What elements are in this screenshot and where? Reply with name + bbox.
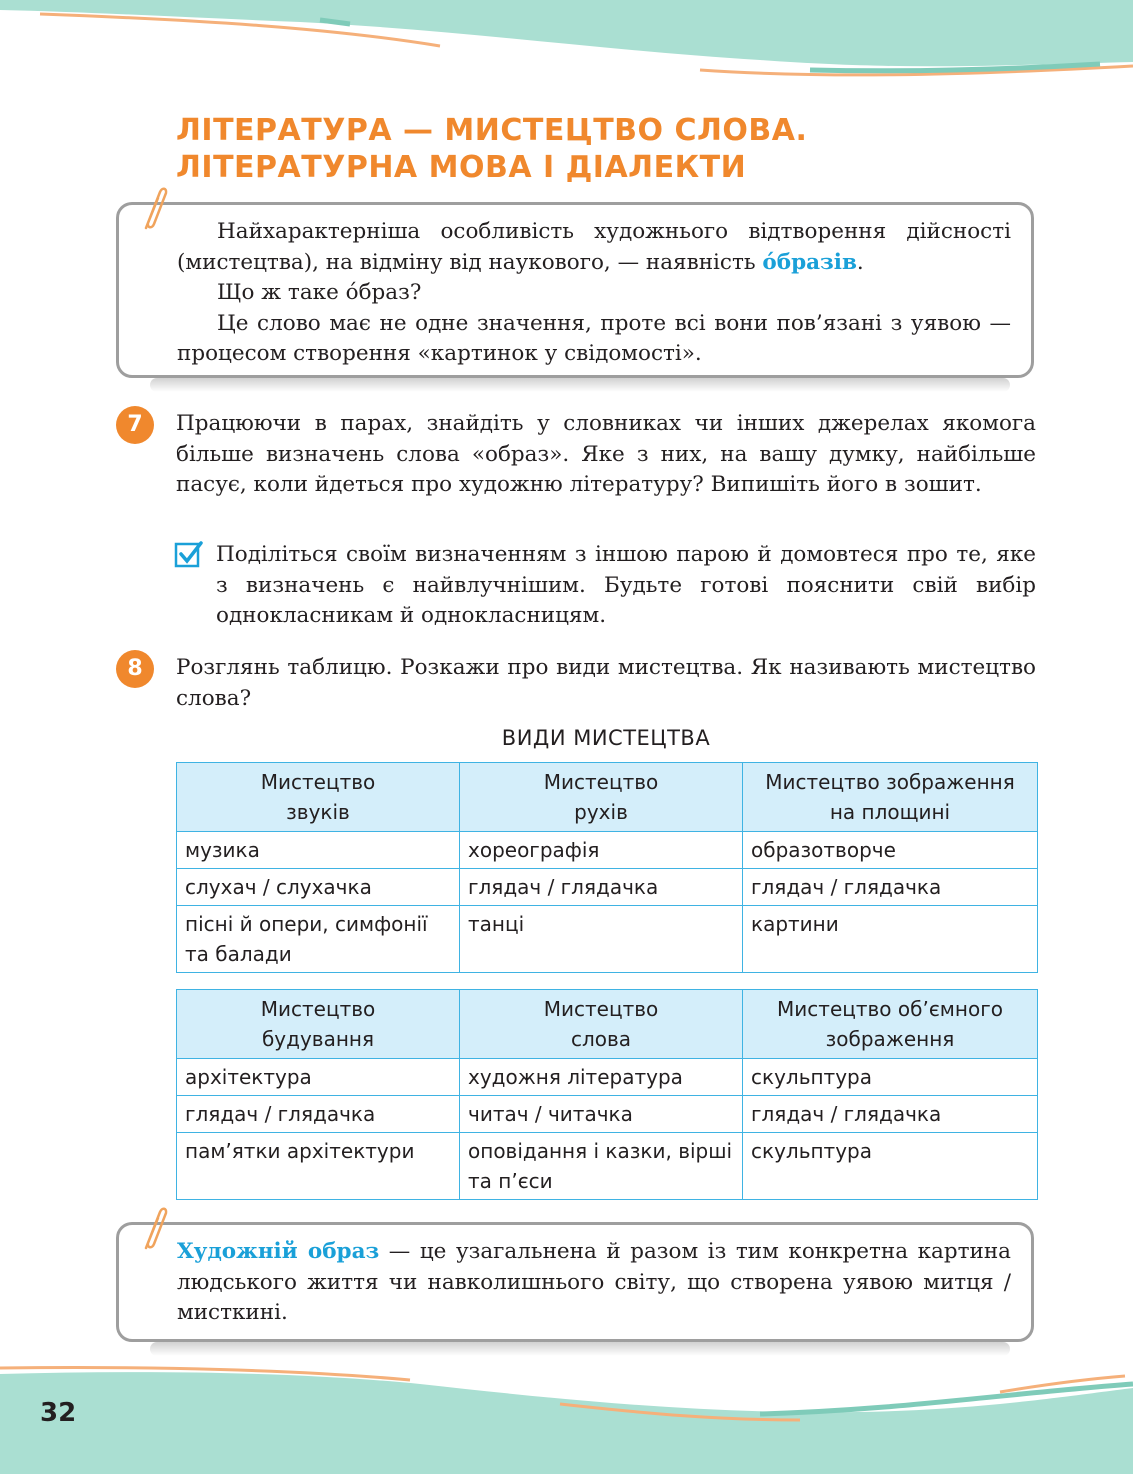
table-row [177,1059,1038,1096]
arts-table-2 [176,989,1038,1200]
definition-text: Художній образ — це узагальнена й разом із тим конкретна картина людського життя чи навколишнього світу, що створена уявою митця / мисткині. [177,1239,1011,1325]
task-number-badge: 7 [116,406,154,444]
table-row [177,869,1038,906]
task-7-text: Працюючи в парах, знайдіть у словниках чи інших джерелах якомога більше визначень слова «образ». Яке з них, на вашу думку, найбільше пасує, коли йдеться про художню літературу? Випишіть його в зошит. [176,411,1036,497]
bottom-decorative-band [0,1364,1133,1474]
table-cell: скульптура [743,1133,1038,1200]
arts-table-1 [176,762,1038,973]
table-header-cell: Мистецтво рухів [460,763,743,832]
table-cell: пісні й опери, симфонії та балади [177,906,460,973]
lesson-title [176,112,1056,186]
table-cell: глядач / глядачка [460,869,743,906]
task-number-badge: 8 [116,650,154,688]
table-cell: слухач / слухачка [177,869,460,906]
table-row [177,832,1038,869]
table-cell: оповідання і казки, вірші та п’єси [460,1133,743,1200]
intro-paragraph-3: Це слово має не одне значення, проте всі вони пов’язані з уявою — процесом створення «картинок у свідомості». [177,310,1011,366]
table-header-cell: Мистецтво звуків [177,763,460,832]
table-cell: музика [177,832,460,869]
task-8-text: Розглянь таблицю. Розкажи про види мистецтва. Як називають мистецтво слова? [176,655,1036,711]
table-header-cell: Мистецтво слова [460,990,743,1059]
table-caption: ВИДИ МИСТЕЦТВА [501,726,711,750]
table-cell: образотворче [743,832,1038,869]
table-header-cell: Мистецтво будування [177,990,460,1059]
table-cell: глядач / глядачка [177,1096,460,1133]
table-cell: глядач / глядачка [743,869,1038,906]
table-row [177,906,1038,973]
table-cell: художня література [460,1059,743,1096]
top-decorative-band [0,0,1133,110]
page-number: 32 [40,1398,77,1428]
table-header-row [177,990,1038,1059]
table-header-cell: Мистецтво об’ємного зображення [743,990,1038,1059]
paperclip-icon [136,184,170,236]
note-shadow [150,1342,1010,1356]
intro-note-box [116,202,1034,378]
table-row [177,1096,1038,1133]
task-7-subtask-text: Поділіться своїм визначенням з іншою парою й домовтеся про те, яке з визначень є найвлучнішим. Будьте готові пояснити свій вибір однокласникам й однокласницям. [216,542,1036,628]
table-cell: глядач / глядачка [743,1096,1038,1133]
intro-paragraph-2: Що ж таке óбраз? [217,280,422,305]
note-shadow [150,378,1010,392]
intro-paragraph-1: Найхарактерніша особливість художнього відтворення дійсності (мистецтва), на відміну від наукового, — наявність óбразів. [177,219,1011,275]
definition-term: Художній образ [177,1239,380,1264]
paperclip-icon [136,1204,170,1256]
table-header-cell: Мистецтво зображення на площині [743,763,1038,832]
table-cell: читач / читачка [460,1096,743,1133]
table-row [177,1133,1038,1200]
table-cell: картини [743,906,1038,973]
title-line-2: ЛІТЕРАТУРНА МОВА І ДІАЛЕКТИ [176,150,747,185]
key-term-obrazy: óбразів [762,249,857,275]
table-header-row [177,763,1038,832]
table-cell: хореографія [460,832,743,869]
table-cell: пам’ятки архітектури [177,1133,460,1200]
table-cell: танці [460,906,743,973]
definition-note-box [116,1222,1034,1342]
title-line-1: ЛІТЕРАТУРА — МИСТЕЦТВО СЛОВА. [176,113,808,148]
table-cell: скульптура [743,1059,1038,1096]
table-cell: архітектура [177,1059,460,1096]
checkbox-icon [174,540,204,570]
